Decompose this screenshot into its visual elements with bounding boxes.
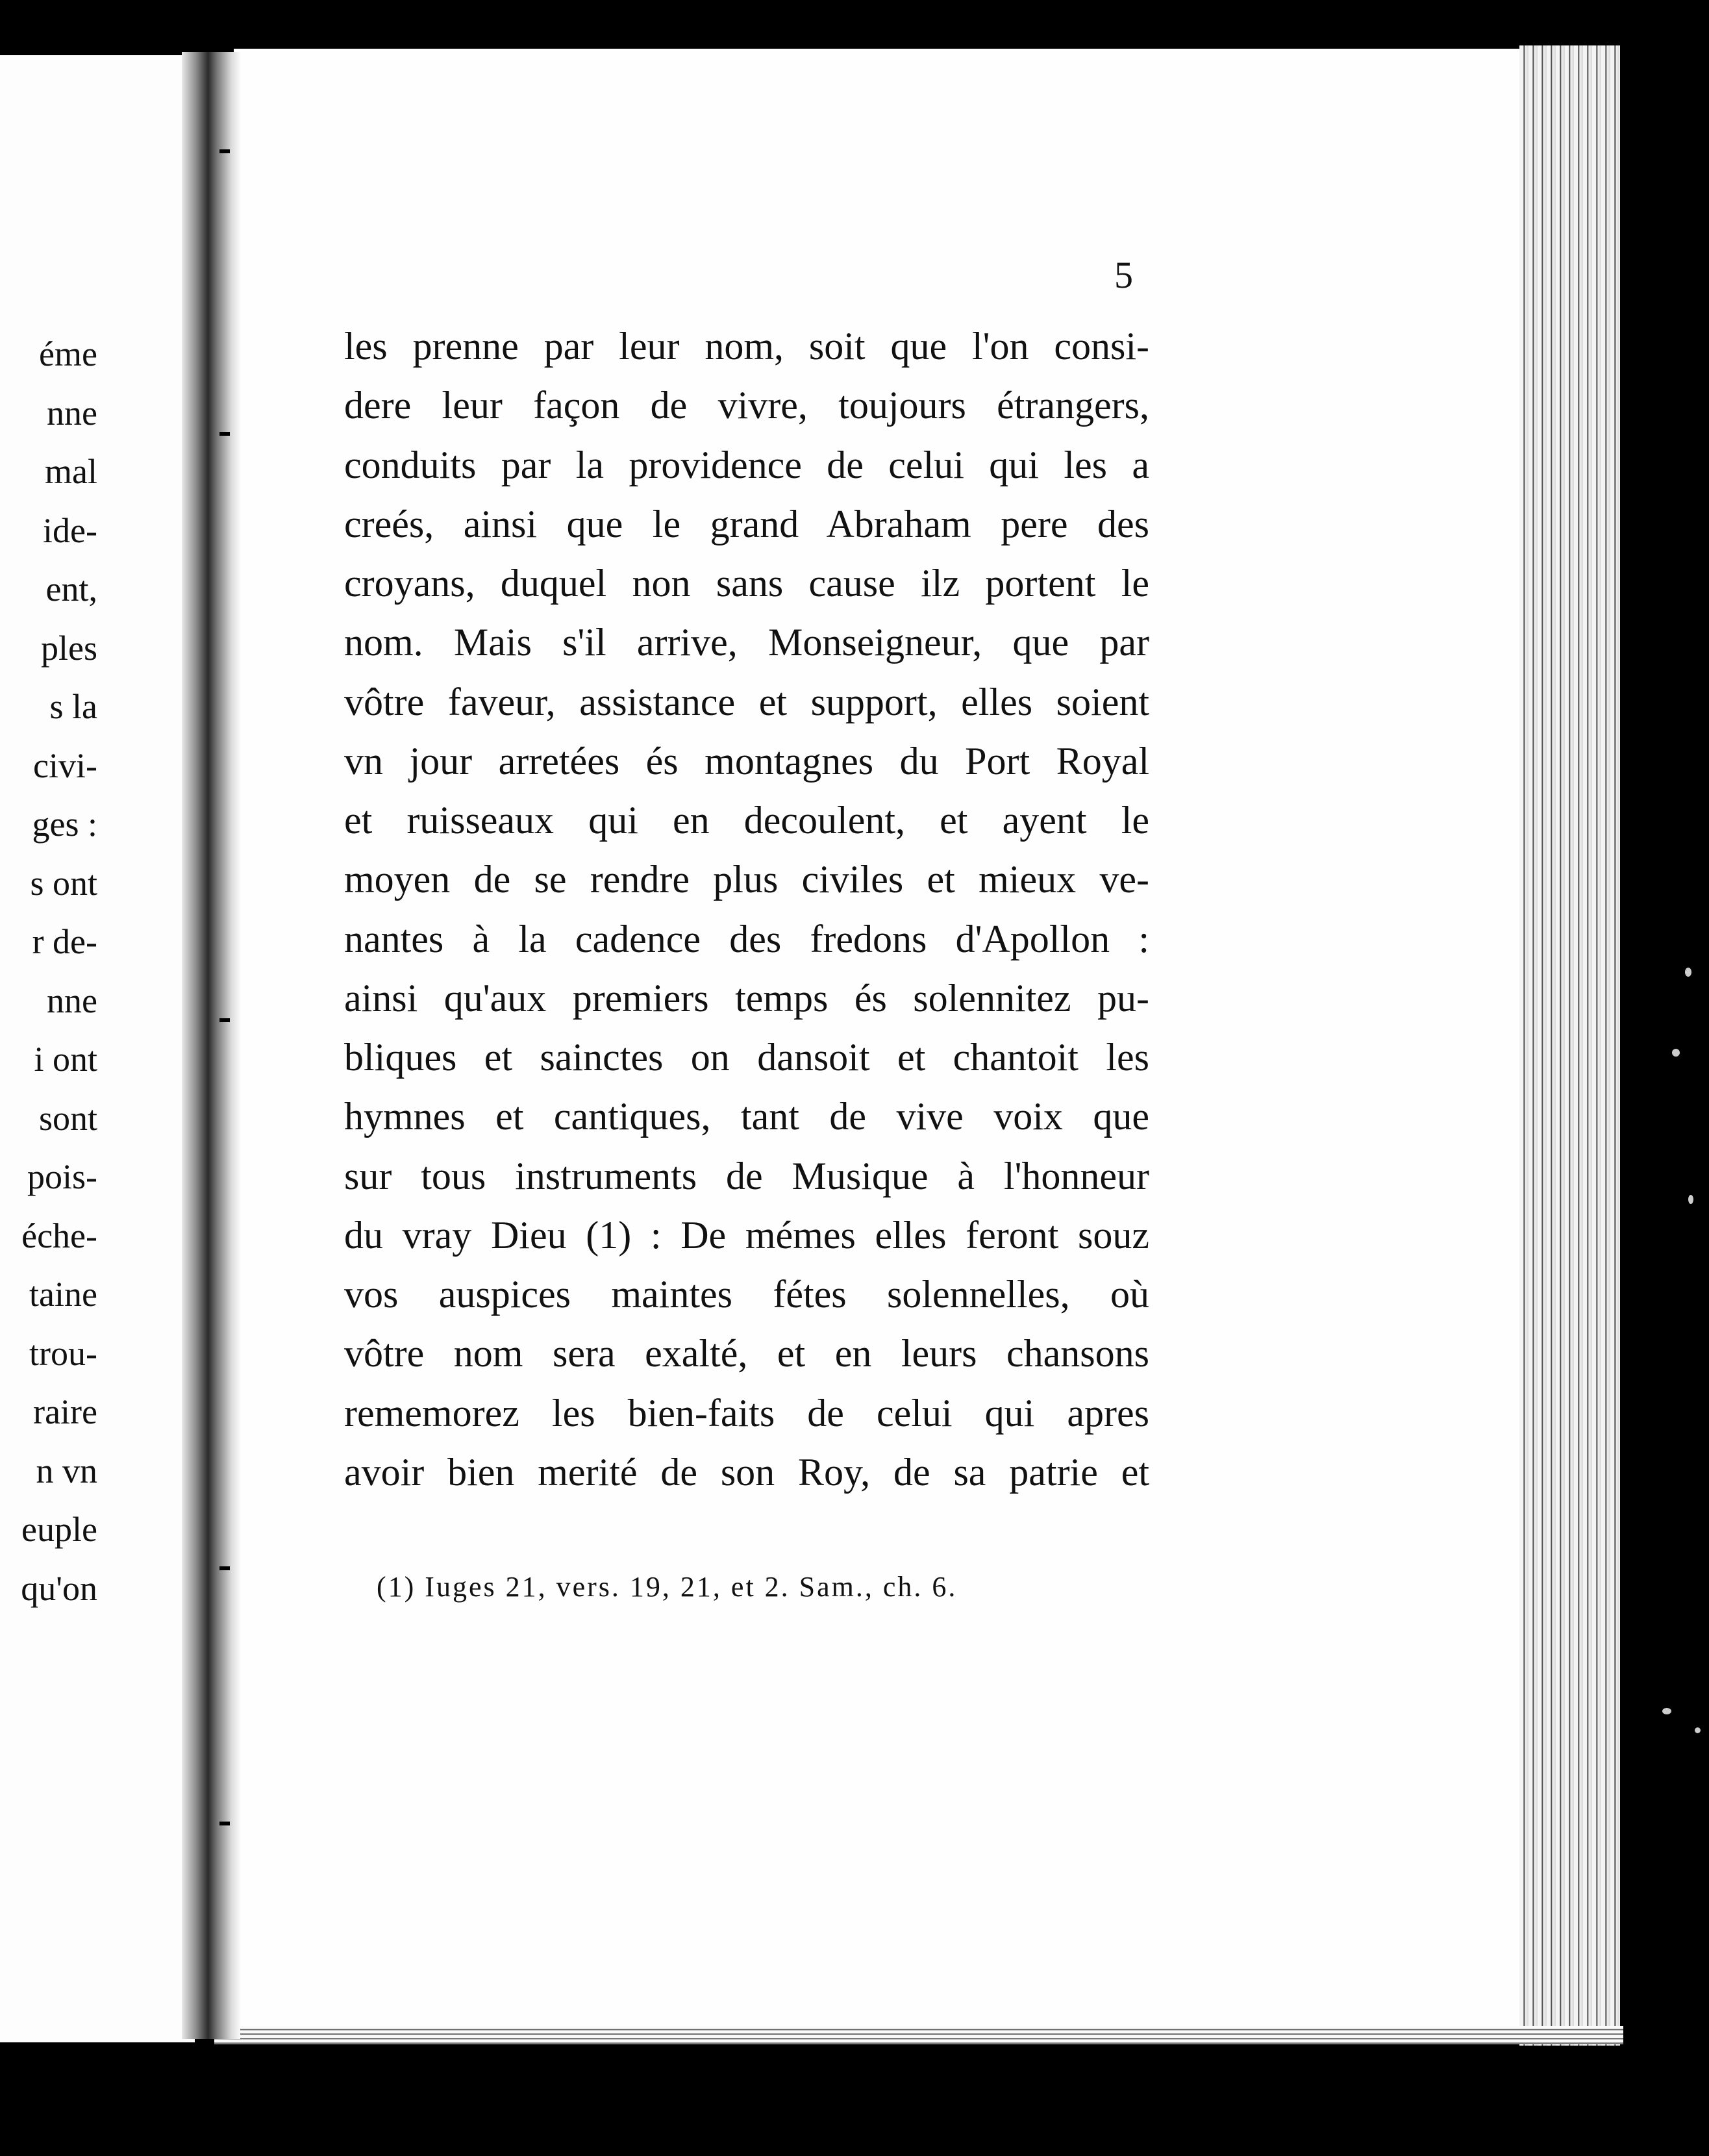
- left-line: raire: [33, 1392, 97, 1431]
- left-line: euple: [21, 1510, 97, 1549]
- scan-speck: [1695, 1727, 1701, 1733]
- text-line: nom. Mais s'il arrive, Monseigneur, que par: [344, 621, 1149, 664]
- text-line: vôtre faveur, assistance et support, elles soient: [344, 680, 1149, 723]
- gutter-mark: [219, 1566, 230, 1570]
- gutter-mark: [219, 149, 230, 153]
- text-line: et ruisseaux qui en decoulent, et ayent le: [344, 799, 1149, 842]
- left-page: [0, 55, 195, 2042]
- binding-gutter: [182, 52, 240, 2039]
- text-line: vôtre nom sera exalté, et en leurs chansons: [344, 1332, 1149, 1375]
- text-line: moyen de se rendre plus civiles et mieux ve-: [344, 858, 1149, 901]
- scan-speck: [1672, 1049, 1680, 1057]
- left-line: taine: [29, 1275, 97, 1314]
- footnote: (1) Iuges 21, vers. 19, 21, et 2. Sam., ch. 6.: [377, 1571, 958, 1603]
- scan-speck: [1688, 1195, 1693, 1204]
- text-line: creés, ainsi que le grand Abraham pere des: [344, 502, 1149, 545]
- body-text: [344, 317, 1149, 1502]
- page-number: 5: [1114, 254, 1133, 296]
- left-line: pois-: [27, 1157, 97, 1196]
- text-line: nantes à la cadence des fredons d'Apollon :: [344, 917, 1149, 960]
- page-fore-edge: [1519, 45, 1620, 2046]
- left-line: s la: [49, 687, 97, 726]
- text-line: rememorez les bien-faits de celui qui apres: [344, 1391, 1149, 1435]
- gutter-mark: [219, 1822, 230, 1825]
- page-bottom-edge: [214, 2026, 1623, 2044]
- left-line: sont: [38, 1098, 97, 1138]
- text-line: bliques et sainctes on dansoit et chantoit les: [344, 1036, 1149, 1079]
- left-line: ide-: [43, 510, 97, 550]
- text-line: vos auspices maintes fétes solennelles, où: [344, 1273, 1149, 1316]
- text-line: vn jour arretées és montagnes du Port Royal: [344, 739, 1149, 783]
- text-line: croyans, duquel non sans cause ilz portent le: [344, 562, 1149, 605]
- text-line: conduits par la providence de celui qui les a: [344, 443, 1149, 486]
- left-line: n vn: [36, 1451, 97, 1490]
- text-line: les prenne par leur nom, soit que l'on consi-: [344, 325, 1149, 368]
- left-line: nne: [47, 393, 97, 432]
- gutter-mark: [219, 1018, 230, 1022]
- left-line: ges :: [32, 805, 97, 844]
- gutter-mark: [219, 432, 230, 436]
- left-line: ent,: [45, 570, 97, 608]
- left-line: éche-: [21, 1216, 97, 1255]
- text-line: avoir bien merité de son Roy, de sa patrie et: [344, 1450, 1149, 1494]
- left-line: i ont: [34, 1040, 97, 1079]
- left-line: trou-: [29, 1333, 97, 1373]
- text-line: du vray Dieu (1) : De mémes elles feront souz: [344, 1213, 1149, 1257]
- text-line: dere leur façon de vivre, toujours étrangers,: [344, 384, 1149, 427]
- left-line: r de-: [32, 922, 97, 961]
- left-line: ples: [41, 628, 97, 668]
- text-line: hymnes et cantiques, tant de vive voix que: [344, 1095, 1149, 1138]
- left-line: qu'on: [21, 1568, 97, 1608]
- left-line: s ont: [30, 863, 97, 903]
- scan-speck: [1685, 968, 1691, 977]
- left-line: mal: [45, 452, 97, 491]
- left-page-text: [21, 325, 97, 1618]
- left-line: civi-: [33, 746, 97, 785]
- text-line: ainsi qu'aux premiers temps és solennitez pu-: [344, 976, 1149, 1020]
- scan-speck: [1662, 1708, 1671, 1714]
- left-line: nne: [47, 981, 97, 1020]
- left-line: éme: [39, 334, 97, 373]
- text-line: sur tous instruments de Musique à l'honneur: [344, 1154, 1149, 1197]
